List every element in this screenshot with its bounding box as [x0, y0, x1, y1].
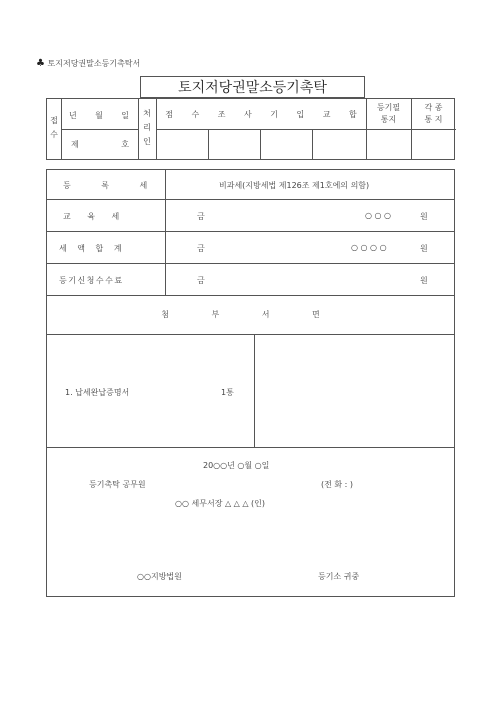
fee-unit: 원: [420, 276, 428, 285]
fee-unit: 원: [420, 212, 428, 221]
main-form: [46, 169, 455, 597]
fee-unit: 원: [420, 244, 428, 253]
receipt-number-label: 제 호: [71, 140, 129, 149]
receipt-date-label: 년 월 일: [69, 111, 129, 120]
fee-prefix: 금: [197, 276, 205, 285]
registration-notice-label: 등기필 통지: [376, 103, 401, 124]
fee-amount: 비과세(지방세법 제126조 제1호에의 의함): [219, 181, 370, 190]
officer-phone: (전 화 : ): [321, 480, 354, 489]
fee-label: 등 록 세: [63, 181, 162, 190]
registry-recipient: 등기소 귀중: [318, 572, 360, 581]
fee-row: [47, 199, 454, 231]
doc-label: ♣ 토지저당권말소등기촉탁서: [36, 58, 141, 69]
receipt-label: 접 수: [50, 116, 58, 139]
processor-label: 처리인: [142, 109, 152, 151]
fee-label: 등기신청수수료: [59, 276, 124, 285]
fee-row: [47, 170, 454, 199]
title-box: [140, 76, 365, 98]
fee-label: 교 육 세: [63, 212, 127, 221]
receipt-table: [46, 98, 455, 160]
club-icon: ♣: [36, 58, 45, 69]
fee-amount: ○ ○ ○: [365, 211, 392, 220]
fee-row: [47, 263, 454, 295]
fee-label: 세 액 합 계: [59, 244, 126, 253]
attachment-item: 1. 납세완납증명서: [65, 388, 130, 397]
district-court: ○○지방법원: [137, 572, 182, 581]
fee-prefix: 금: [197, 212, 205, 221]
attachments-header: 첨 부 서 면: [161, 310, 340, 319]
attachment-qty: 1통: [221, 388, 234, 397]
page-title: 토지저당권말소등기촉탁: [178, 80, 327, 96]
officer-label: 등기촉탁 공무원: [89, 480, 146, 489]
tax-office-signature: ○○ 세무서장 △ △ △ (인): [175, 499, 266, 508]
fee-prefix: 금: [197, 244, 205, 253]
various-notice-label: 각 종 통 지: [424, 103, 443, 124]
receipt-columns: 점 수 조 사 기 입 교 합: [165, 110, 357, 119]
fee-amount: ○ ○ ○ ○: [351, 243, 387, 252]
request-date: 20○○년 ○월 ○일: [203, 461, 270, 470]
fee-row: [47, 231, 454, 263]
